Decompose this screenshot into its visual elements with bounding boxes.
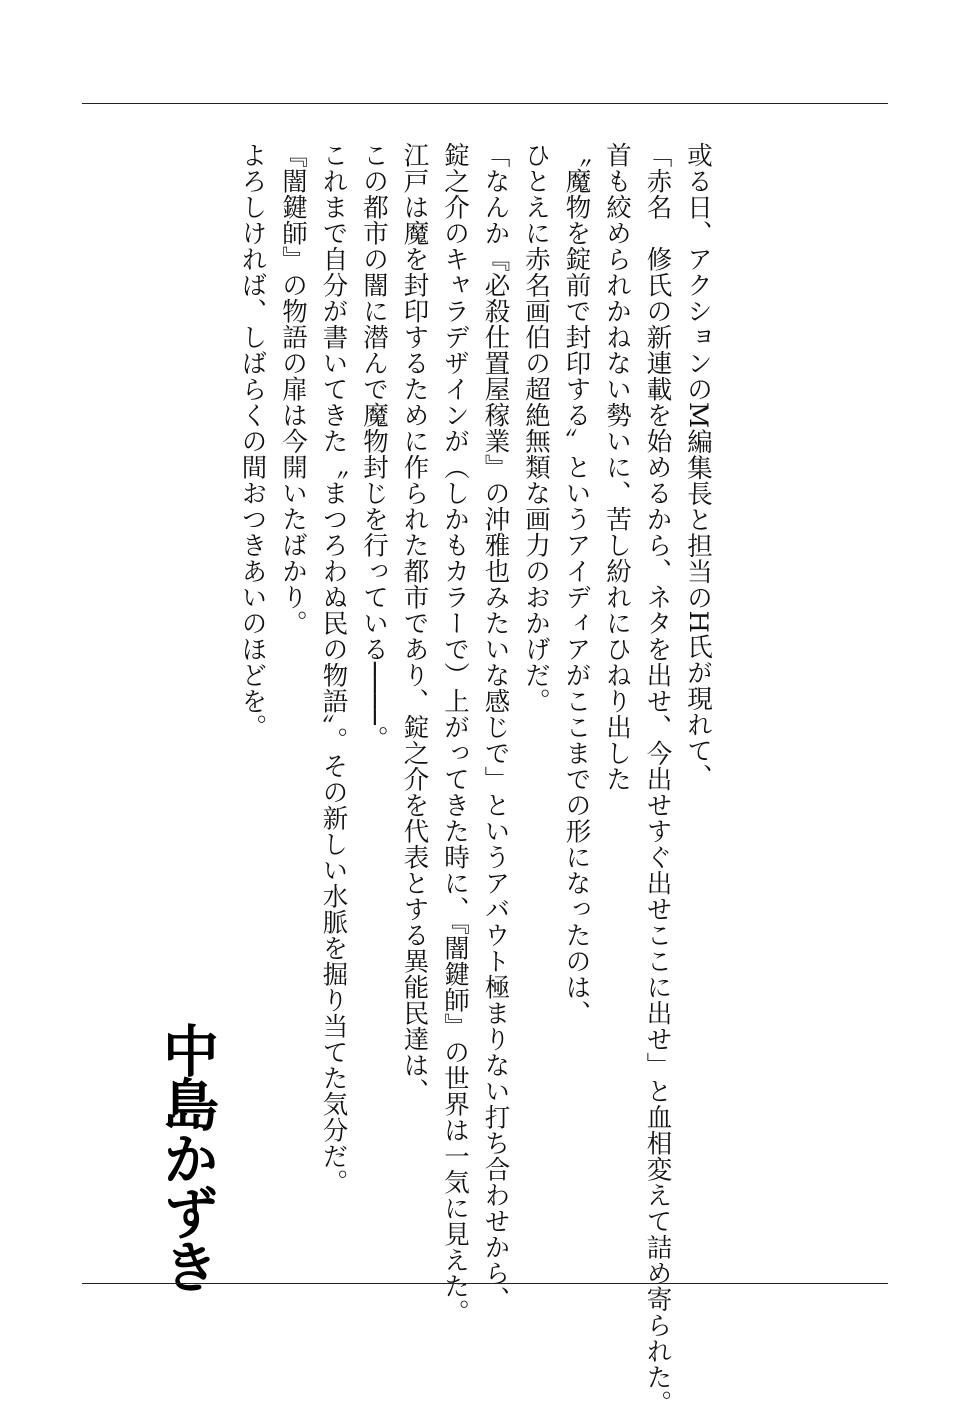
author-signature: 中島かずき — [154, 1022, 220, 1292]
afterword-line: 首も絞められかねない勢いに、苦し紛れにひねり出した — [602, 142, 632, 792]
bottom-rule — [82, 1283, 888, 1284]
afterword-line: よろしければ、しばらくの間おつきあいのほどを。 — [237, 142, 268, 740]
top-rule — [82, 103, 888, 104]
afterword-line: 錠之介のキャラデザインが（しかもカラーで）上がってきた時に、『闇鍵師』の世界は一気に見えた。 — [440, 142, 470, 1326]
afterword-line: 〝魔物を錠前で封印する〟というアイディアがここまでの形になったのは、 — [561, 142, 592, 1026]
afterword-line: 或る日、アクションのM編集長と担当のH氏が現れて、 — [683, 142, 713, 790]
afterword-line: これまで自分が書いてきた〝まつろわぬ民の物語〟。その新しい水脈を掘り当てた気分だ。 — [318, 142, 349, 1196]
afterword-line: 「なんか『必殺仕置屋稼業』の沖雅也みたいな感じで」というアバウト極まりない打ち合わせから、 — [480, 142, 511, 1312]
afterword-line: 「赤名 修氏の新連載を始めるから、ネタを出せ、今出せすぐ出せここに出せ」と血相変えて詰め寄られた。 — [642, 142, 673, 1416]
afterword-line: この都市の闇に潜んで魔物封じを行っている────。 — [359, 142, 389, 752]
afterword-line: 『闇鍵師』の物語の扉は今開いたばかり。 — [278, 142, 308, 636]
afterword-line: 江戸は魔を封印するために作られた都市であり、錠之介を代表とする異能民達は、 — [399, 142, 430, 1104]
afterword-body — [232, 142, 718, 1416]
afterword-line: ひとえに赤名画伯の超絶無類な画力のおかげだ。 — [521, 142, 551, 714]
